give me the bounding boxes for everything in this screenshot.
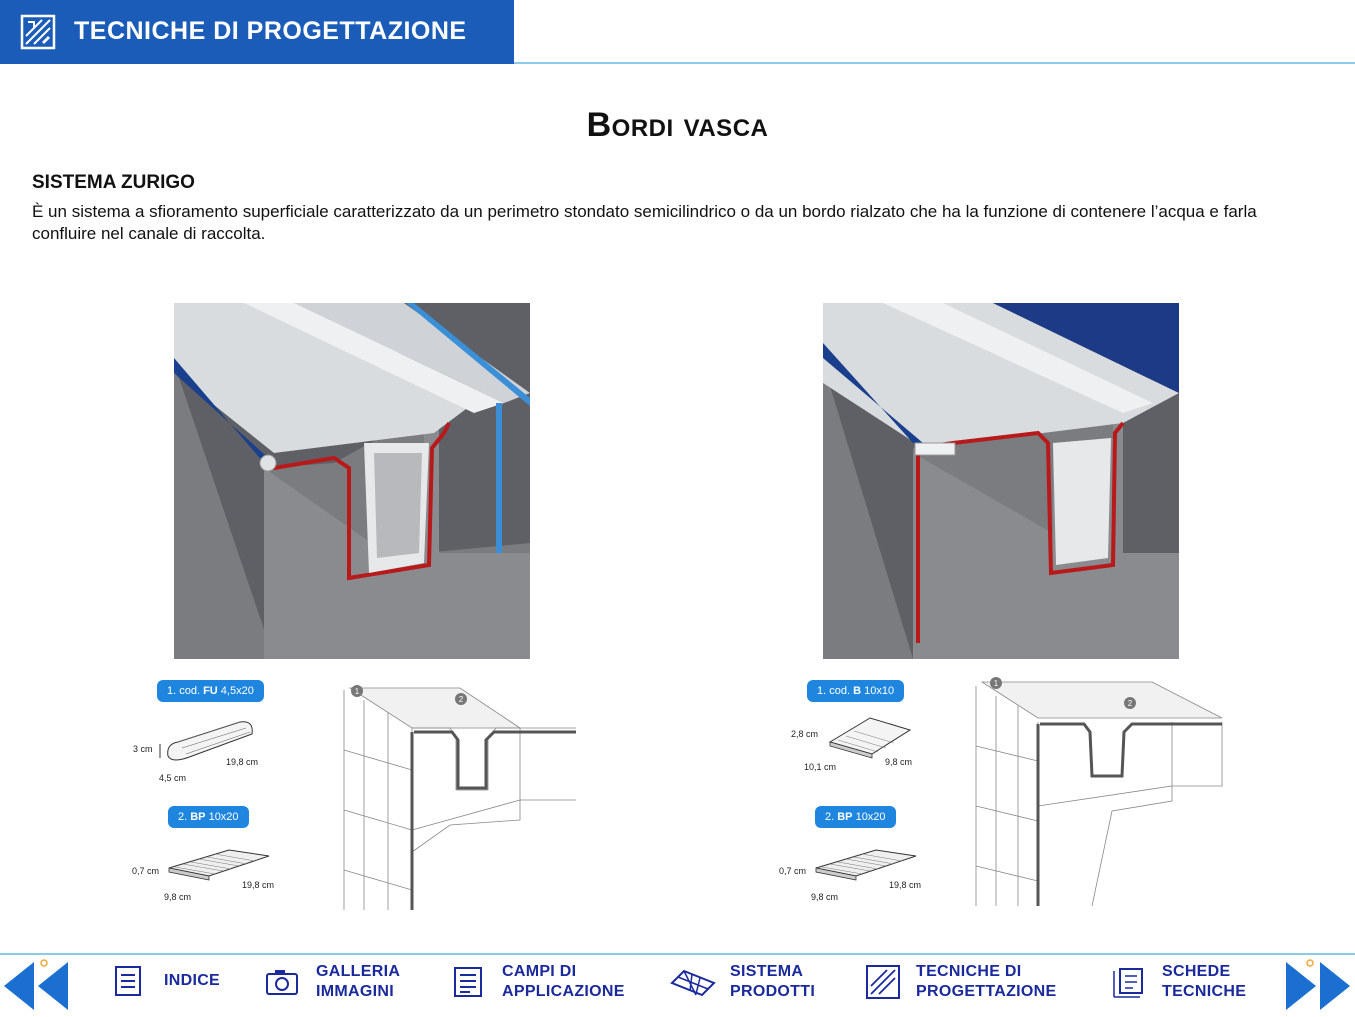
document-list-icon (450, 963, 488, 1001)
rounded-edge-profile-sketch (158, 716, 268, 776)
dimension-height: 2,8 cm (791, 729, 819, 739)
nav-label: TECNICHE DI PROGETTAZIONE (916, 963, 1057, 1000)
dimension-length: 19,8 cm (242, 880, 275, 890)
nav-label: SCHEDE TECNICHE (1162, 963, 1247, 1000)
dimension-length: 19,8 cm (889, 880, 922, 890)
product-tiles-icon (670, 963, 716, 1001)
nav-label: CAMPI DI APPLICAZIONE (502, 963, 625, 1000)
svg-text:1: 1 (993, 679, 999, 688)
design-ruler-icon (864, 963, 902, 1001)
nav-label: SISTEMA PRODOTTI (730, 963, 816, 1000)
product-code-badge: 2. BP 10x20 (168, 806, 249, 828)
dimension-width: 10,1 cm (804, 762, 837, 772)
nav-campi-di-applicazione[interactable] (450, 962, 625, 1002)
camera-icon (264, 963, 302, 1001)
svg-text:2: 2 (458, 695, 464, 704)
cross-section-drawing (340, 680, 580, 912)
render-image-raised-edge (823, 303, 1179, 659)
dimension-height: 0,7 cm (779, 866, 807, 876)
previous-page-button[interactable] (2, 958, 70, 1014)
product-code-badge: 1. cod. B 10x10 (807, 680, 904, 702)
nav-indice[interactable] (112, 962, 220, 1000)
product-code-badge: 1. cod. FU 4,5x20 (157, 680, 264, 702)
product-code-badge: 2. BP 10x20 (815, 806, 896, 828)
section-heading: SISTEMA ZURIGO (32, 172, 195, 193)
dimension-width: 4,5 cm (159, 773, 187, 783)
design-ruler-icon (20, 14, 56, 50)
cross-section-drawing (972, 676, 1227, 912)
index-list-icon (112, 962, 150, 1000)
header-bar (0, 0, 514, 64)
technical-sheet-icon (1110, 963, 1148, 1001)
nav-schede-tecniche[interactable] (1110, 962, 1246, 1002)
dimension-length: 19,8 cm (226, 757, 259, 767)
dimension-length: 9,8 cm (885, 757, 913, 767)
svg-text:2: 2 (1127, 699, 1133, 708)
dimension-height: 3 cm (133, 744, 153, 754)
nav-galleria-immagini[interactable] (264, 962, 400, 1002)
footer-divider (0, 953, 1355, 955)
nav-sistema-prodotti[interactable] (670, 962, 815, 1002)
page-title: Bordi vasca (586, 106, 769, 144)
nav-label: GALLERIA IMMAGINI (316, 963, 401, 1000)
next-page-button[interactable] (1284, 958, 1352, 1014)
render-image-rounded-edge (174, 303, 530, 659)
dimension-height: 0,7 cm (132, 866, 160, 876)
svg-text:1: 1 (354, 687, 360, 696)
nav-tecniche-di-progettazione[interactable] (864, 962, 1057, 1002)
dimension-width: 9,8 cm (811, 892, 839, 902)
header-title: TECNICHE DI PROGETTAZIONE (74, 17, 467, 45)
nav-label: INDICE (164, 972, 221, 989)
dimension-width: 9,8 cm (164, 892, 192, 902)
header-divider (514, 62, 1355, 64)
section-description: È un sistema a sfioramento superficiale caratterizzato da un perimetro stondato semicilindrico o da un bordo rialzato che ha la funzione di contenere l’acqua e farla confluire nel canale di raccolta. (32, 202, 1257, 243)
